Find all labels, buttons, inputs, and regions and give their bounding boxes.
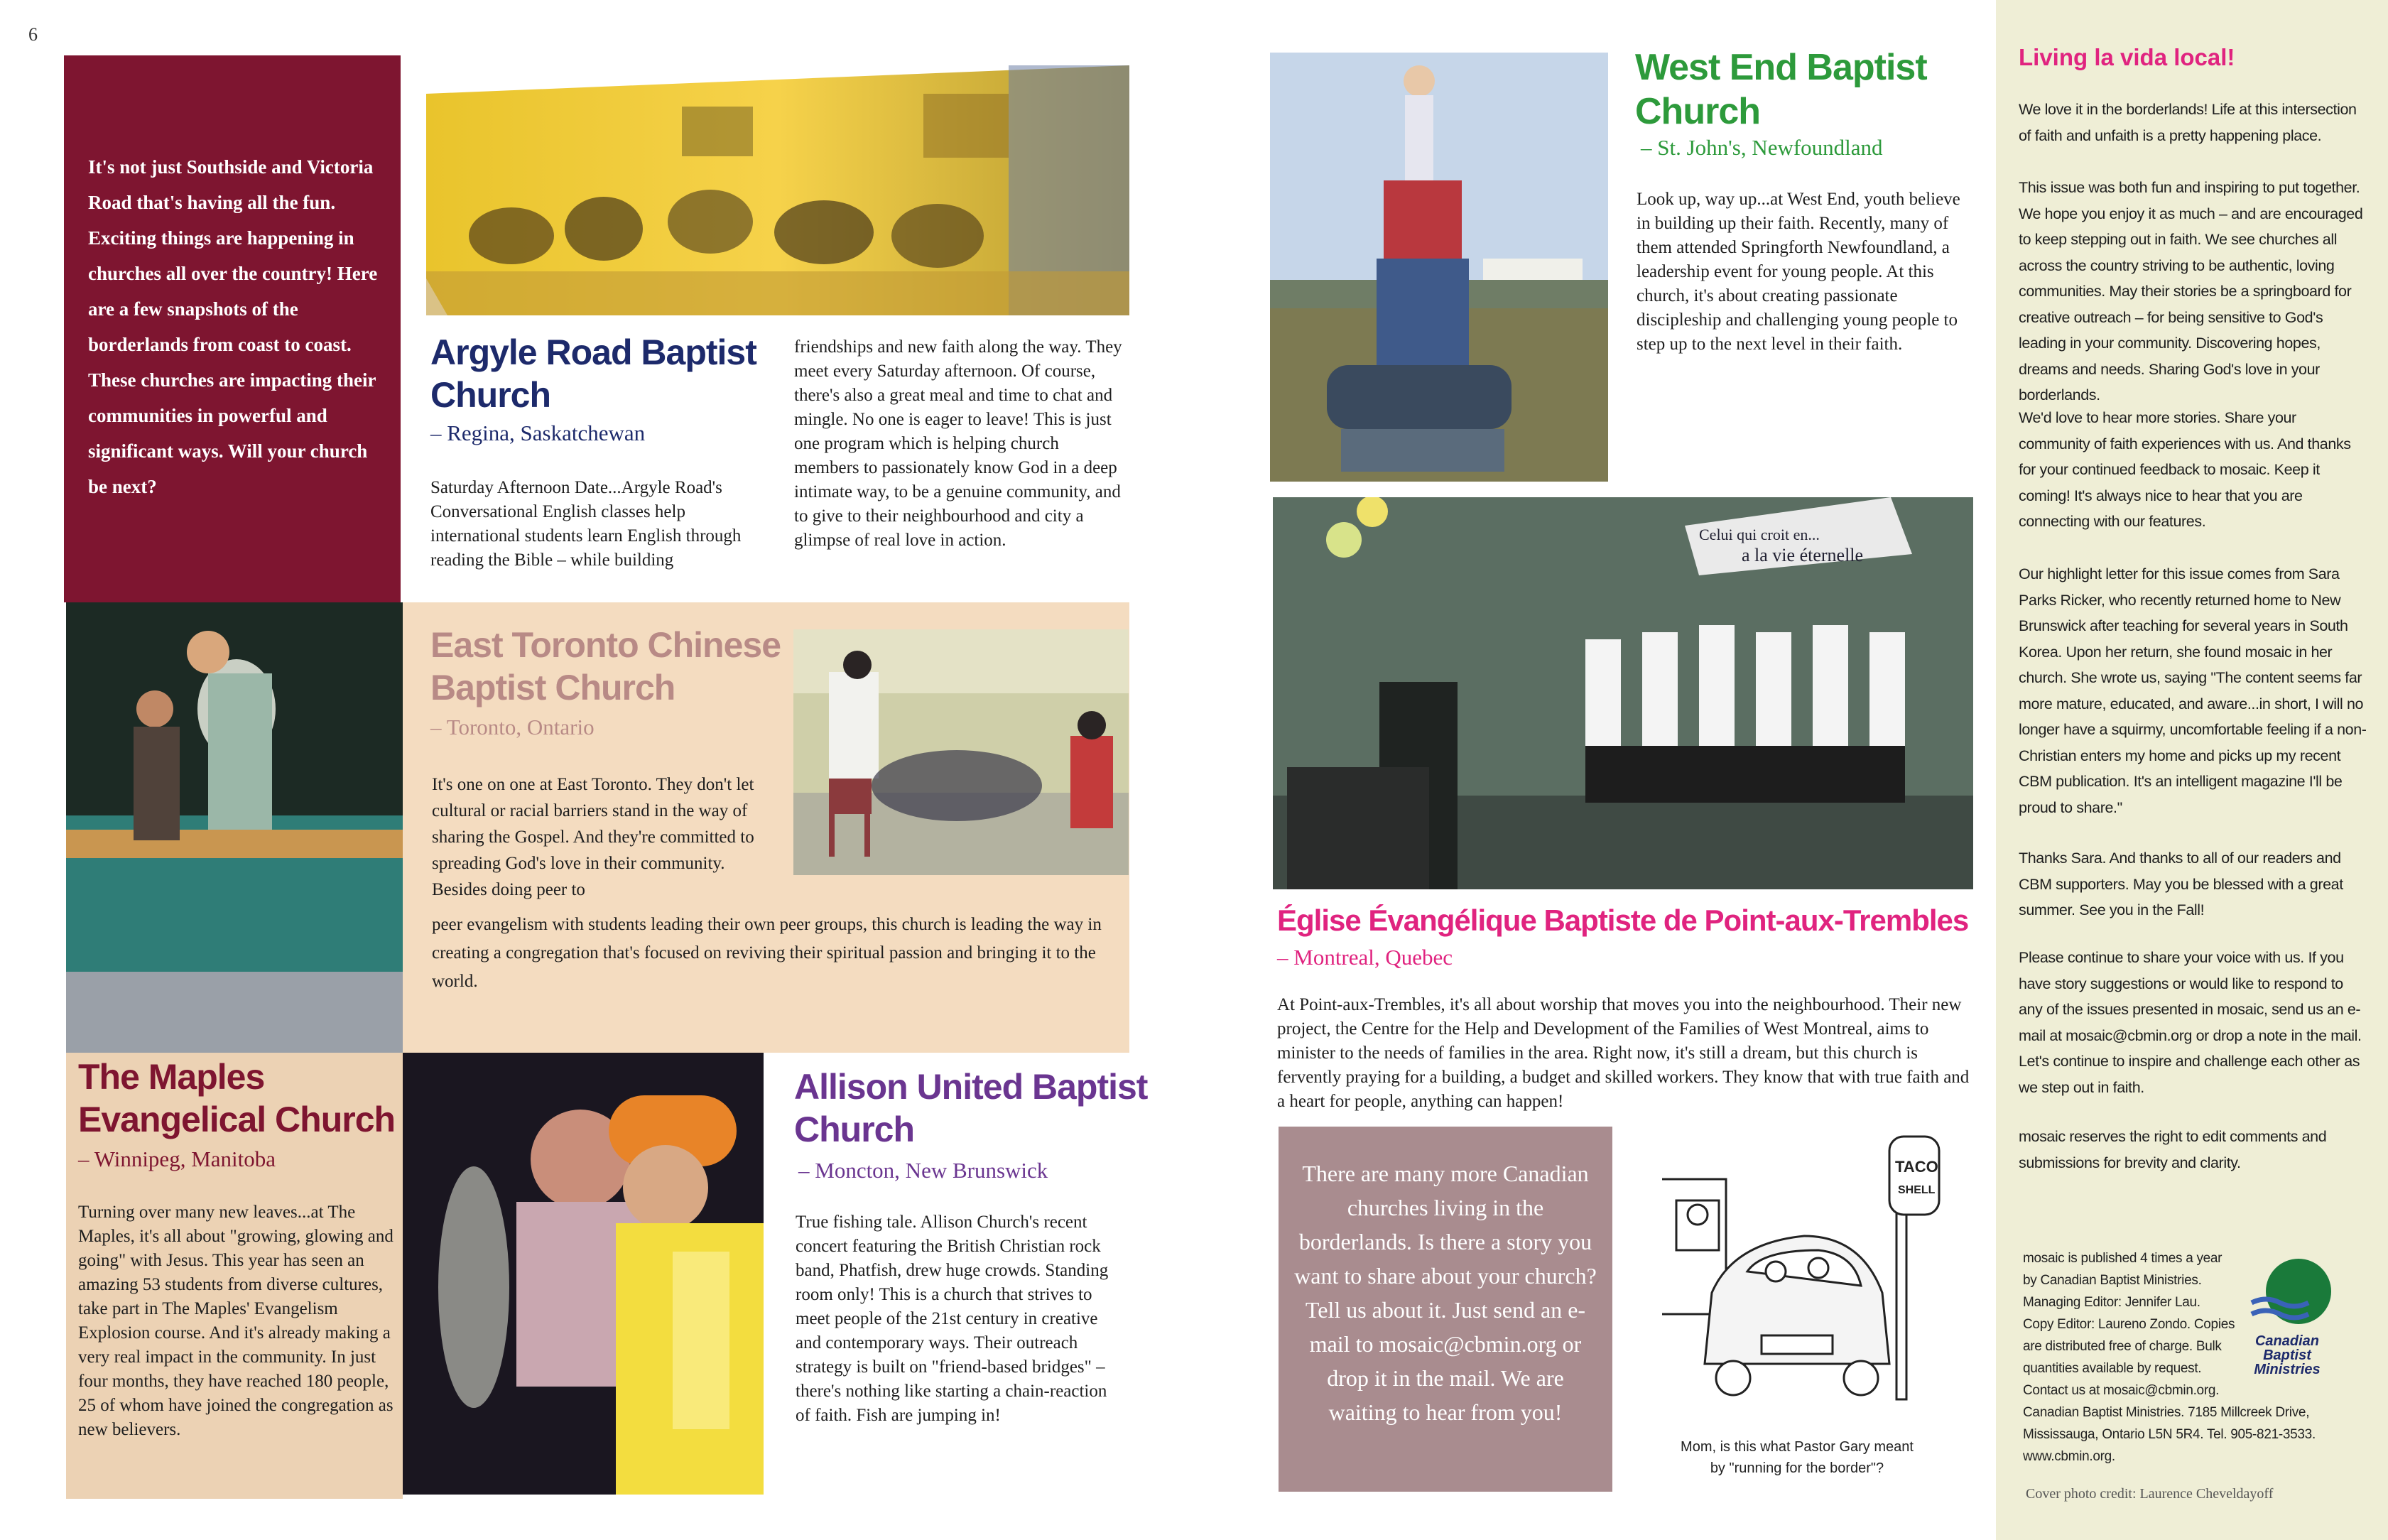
cbm-logo xyxy=(2237,1256,2337,1377)
eglise-body: At Point-aux-Trembles, it's all about worship that moves you into the neighbourhood. Their new project, the Centre for the Help and Development of the Families of West Montreal, aims to minister to the needs of families in the area. Right now, it's still a dream, but this church is fervently praying for a building, a budget and skilled workers. They know that with true faith and a heart for people, anything can happen! xyxy=(1277,995,1970,1111)
argyle-body-col2: friendships and new faith along the way. They meet every Saturday afternoon. Of course, there's also a great meal and time to chat and mingle. No one is eager to leave! This is just one program which is helping church members to passionately know God in a deep intimate way, to be a genuine community, and to give to their neighbourhood and city a glimpse of real love in action. xyxy=(794,337,1122,550)
west-end-photo xyxy=(1270,53,1608,482)
maples-location: – Winnipeg, Manitoba xyxy=(78,1146,276,1171)
allison-location: – Moncton, New Brunswick xyxy=(798,1158,1048,1183)
maples-heading-line2: Evangelical Church xyxy=(78,1100,396,1139)
sidebar-paragraph-7: mosaic reserves the right to edit comments and submissions for brevity and clarity. xyxy=(2019,1128,2327,1171)
sidebar-paragraph-5: Thanks Sara. And thanks to all of our readers and CBM supporters. May you be blessed with a great summer. See you in the Fall! xyxy=(2019,850,2343,918)
publication-info-line8: Canadian Baptist Ministries. 7185 Millcreek Drive, xyxy=(2023,1405,2310,1420)
maples-body: Turning over many new leaves...at The Maples, it's all about "growing, glowing and going" with Jesus. This year has seen an amazing 53 students from diverse cultures, take part in The Maples' Evangelism Explosion course. And it's already making a very real impact in the community. In just four months, they have reached 180 people, 25 of whom have joined the congregation as new believers. xyxy=(78,1203,394,1439)
east-toronto-body-wide: peer evangelism with students leading their own peer groups, this church is leading the way in creating a congregation that's focused on reviving their spiritual passion and bringing it to the world. xyxy=(432,915,1102,991)
allison-heading-line2: Church xyxy=(794,1110,914,1149)
allison-heading-line1: Allison United Baptist xyxy=(794,1067,1148,1107)
cartoon-sign-line1: TACO xyxy=(1895,1158,1938,1176)
allison-photo xyxy=(403,1053,764,1495)
west-end-heading xyxy=(1635,45,1927,134)
allison-body: True fishing tale. Allison Church's recent concert featuring the British Christian rock band, Phatfish, drew huge crowds. Standing room only! This is a church that strives to meet people of the 21st century in creative and contemporary ways. Their outreach strategy is built on "friend-based bridges" – there's nothing like starting a chain-reaction of faith. Fish are jumping in! xyxy=(796,1213,1109,1425)
callout-text: There are many more Canadian churches living in the borderlands. Is there a story you want to share about your church? Tell us about it. Just send an e-mail to mosaic@cbmin.org or drop it in the mail. We are waiting to hear from you! xyxy=(1294,1161,1597,1425)
cbm-logo-line3: Ministries xyxy=(2254,1362,2321,1377)
publication-info-line4: Copy Editor: Laureno Zondo. Copies xyxy=(2023,1317,2235,1332)
cartoon-illustration xyxy=(1648,1129,1946,1428)
cbm-logo-line1: Canadian xyxy=(2254,1333,2320,1349)
cartoon-sign-line2: SHELL xyxy=(1898,1184,1936,1196)
east-toronto-photo xyxy=(793,629,1129,875)
allison-heading xyxy=(794,1065,1147,1151)
intro-panel xyxy=(64,55,401,602)
maples-heading xyxy=(78,1056,395,1141)
publication-info-line9: Mississauga, Ontario L5N 5R4. Tel. 905-821-3533. xyxy=(2023,1427,2316,1442)
east-toronto-body-narrow: It's one on one at East Toronto. They don't let cultural or racial barriers stand in the way of sharing the Gospel. And they're committed to spreading God's love in their community. Besides doing peer to xyxy=(432,775,754,899)
argyle-body-col1: Saturday Afternoon Date...Argyle Road's Conversational English classes help international students learn English through reading the Bible – while building xyxy=(430,478,742,570)
publication-info-line6: quantities available by request. xyxy=(2023,1361,2202,1376)
sidebar-paragraph-2: This issue was both fun and inspiring to put together. We hope you enjoy it as much – and are encouraged to keep stepping out in faith. We see churches all across the country striving to be authentic, loving communities. May their stories be a springboard for creative outreach – for being sensitive to God's leading in your community. Discovering hopes, dreams and needs. Sharing God's love in your borderlands. xyxy=(2019,179,2363,403)
page-number-left: 6 xyxy=(28,24,38,45)
argyle-heading-line2: Church xyxy=(430,375,550,415)
east-toronto-heading xyxy=(430,624,781,709)
argyle-photo xyxy=(426,65,1129,315)
cover-photo-credit: Cover photo credit: Laurence Cheveldayoff xyxy=(2026,1486,2274,1502)
sidebar-title: Living la vida local! xyxy=(2019,44,2235,70)
sidebar-paragraph-4: Our highlight letter for this issue comes from Sara Parks Ricker, who recently returned home to New Brunswick after teaching for several years in South Korea. Upon her return, she found mosaic in her church. She wrote us, saying "The content seems far more mature, educated, and aware...in short, I will no longer have a squirmy, uncomfortable feeling if a non-Christian enters my home and picks up my recent CBM publication. It's an intelligent magazine I'll be proud to share." xyxy=(2019,565,2367,816)
argyle-heading-line1: Argyle Road Baptist xyxy=(430,332,756,372)
argyle-location: – Regina, Saskatchewan xyxy=(430,421,646,445)
baptism-photo xyxy=(66,602,403,1053)
publication-info-line5: are distributed free of charge. Bulk xyxy=(2023,1339,2222,1354)
cartoon-caption-line2: by "running for the border"? xyxy=(1710,1460,1884,1476)
west-end-body: Look up, way up...at West End, youth believe in building up their faith. Recently, many of them attended Springforth Newfoundland, a leadership event for young people. At this church, it's about creating passionate discipleship and challenging young people to step up to the next level in their faith. xyxy=(1637,190,1960,354)
sidebar-paragraph-1: We love it in the borderlands! Life at this intersection of faith and unfaith is a pretty happening place. xyxy=(2019,101,2357,144)
callout-box xyxy=(1279,1127,1612,1492)
choir-banner-line2: a la vie éternelle xyxy=(1742,545,1864,565)
publication-info-line1: mosaic is published 4 times a year xyxy=(2023,1251,2223,1266)
sidebar-paragraph-3: We'd love to hear more stories. Share your community of faith experiences with us. And thanks for your continued feedback to mosaic. Keep it coming! It's always nice to hear that you are connecting with our features. xyxy=(2019,409,2351,530)
eglise-location: – Montreal, Quebec xyxy=(1277,945,1453,970)
choir-photo xyxy=(1273,497,1973,889)
choir-banner-line1: Celui qui croit en... xyxy=(1699,526,1820,543)
east-toronto-heading-line2: Baptist Church xyxy=(430,668,675,707)
cartoon-caption xyxy=(1634,1436,1960,1479)
eglise-heading: Église Évangélique Baptiste de Point-aux-Trembles xyxy=(1277,904,1969,937)
east-toronto-location: – Toronto, Ontario xyxy=(430,715,595,739)
publication-info-line7: Contact us at mosaic@cbmin.org. xyxy=(2023,1383,2220,1398)
west-end-location: – St. John's, Newfoundland xyxy=(1641,135,1883,160)
cartoon-caption-line1: Mom, is this what Pastor Gary meant xyxy=(1681,1439,1914,1455)
sidebar-paragraph-6: Please continue to share your voice with us. If you have story suggestions or would like to respond to any of the issues presented in mosaic, send us an e-mail at mosaic@cbmin.org or drop a note in the mail. Let's continue to inspire and challenge each other as we step out in faith. xyxy=(2019,949,2362,1096)
publication-info-line3: Managing Editor: Jennifer Lau. xyxy=(2023,1295,2200,1310)
sidebar-panel xyxy=(1996,0,2388,1540)
maples-heading-line1: The Maples xyxy=(78,1057,265,1097)
west-end-heading-line2: Church xyxy=(1635,91,1760,132)
argyle-heading xyxy=(430,331,756,416)
cbm-logo-line2: Baptist xyxy=(2263,1348,2311,1363)
west-end-heading-line1: West End Baptist xyxy=(1635,47,1927,88)
publication-info-line10: www.cbmin.org. xyxy=(2023,1449,2115,1464)
publication-info-line2: by Canadian Baptist Ministries. xyxy=(2023,1273,2202,1288)
intro-text: It's not just Southside and Victoria Road that's having all the fun. Exciting things are happening in churches all over the country! Here are a few snapshots of the borderlands from coast to coast. These churches are impacting their communities in powerful and significant ways. Will your church be next? xyxy=(88,156,378,497)
east-toronto-heading-line1: East Toronto Chinese xyxy=(430,625,781,665)
